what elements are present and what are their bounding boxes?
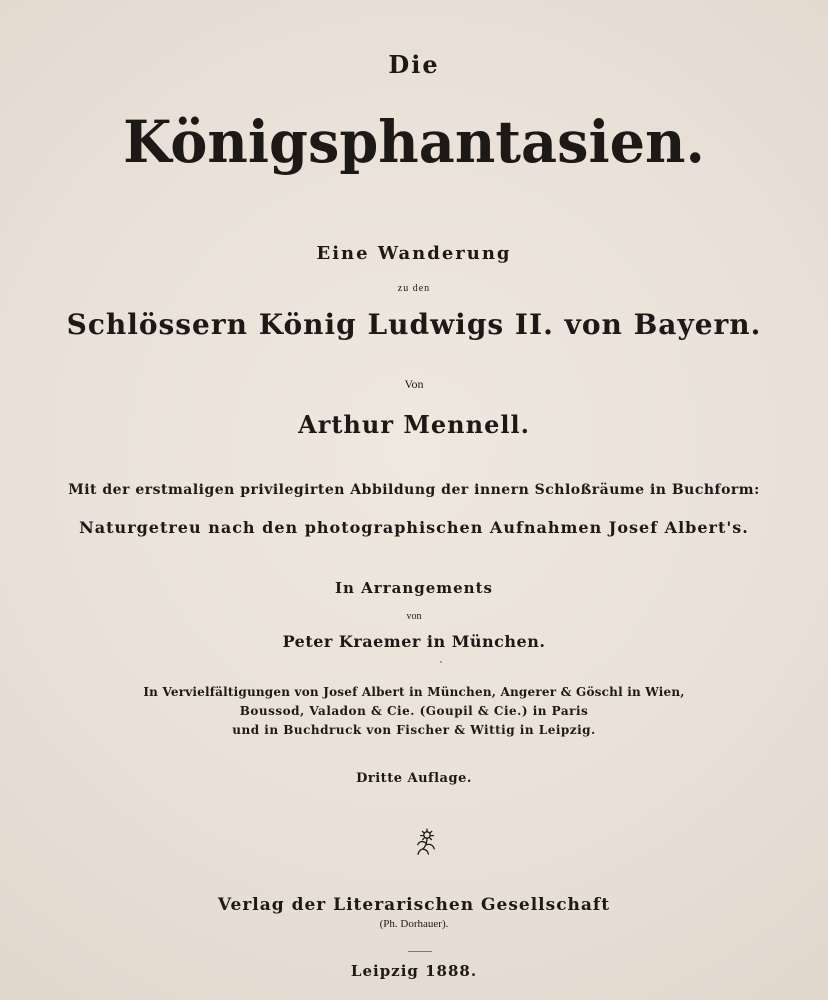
subtitle-line-3: Schlössern König Ludwigs II. von Bayern. (66, 308, 762, 341)
reproduction-line-2: Boussod, Valadon & Cie. (Goupil & Cie.) in Paris (239, 704, 589, 718)
publisher-line-1: Verlag der Literarischen Gesellschaft (217, 895, 611, 915)
author-prefix: Von (404, 377, 424, 391)
description-line-1: Mit der erstmaligen privilegirten Abbildung der innern Schloßräume in Buchform: (68, 482, 760, 498)
floral-ornament-icon (412, 828, 440, 858)
publisher-line-2: (Ph. Dorhauer). (379, 918, 449, 930)
edition-label: Dritte Auflage. (356, 771, 472, 786)
arrangement-line-3: Peter Kraemer in München. (282, 632, 546, 651)
reproduction-line-3: und in Buchdruck von Fischer & Wittig in Leipzig. (232, 723, 596, 737)
subtitle-line-2: zu den (397, 283, 431, 294)
ink-speck (440, 661, 442, 663)
main-title: Königsphantasien. (123, 108, 705, 176)
arrangement-line-1: In Arrangements (335, 579, 493, 597)
description-line-2: Naturgetreu nach den photographischen Aufnahmen Josef Albert's. (79, 518, 749, 537)
author-name: Arthur Mennell. (298, 410, 530, 439)
reproduction-line-1: In Vervielfältigungen von Josef Albert in München, Angerer & Göschl in Wien, (143, 685, 685, 699)
imprint-place-year: Leipzig 1888. (350, 962, 478, 980)
arrangement-line-2: von (406, 611, 422, 622)
title-prefix: Die (388, 50, 440, 79)
subtitle-line-1: Eine Wanderung (316, 243, 512, 264)
imprint-rule (408, 951, 432, 952)
